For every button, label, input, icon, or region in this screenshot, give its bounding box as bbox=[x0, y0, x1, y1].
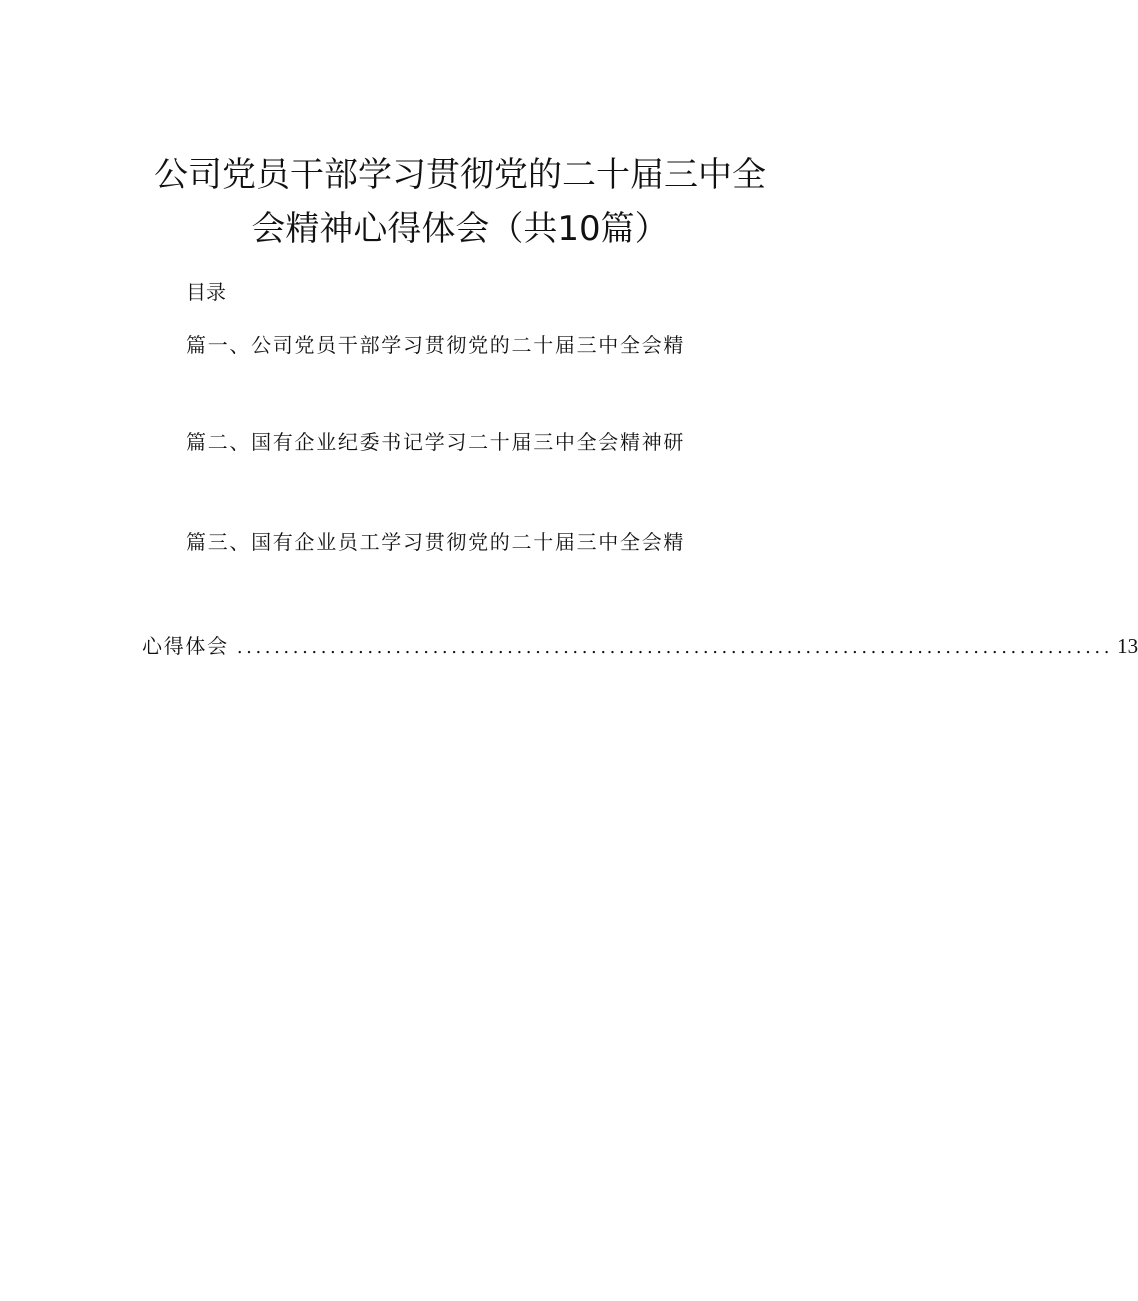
toc-entry-3[interactable]: 篇三、国有企业员工学习贯彻党的二十届三中全会精 bbox=[186, 530, 686, 554]
title-line-2: 会精神心得体会（共10篇） bbox=[251, 209, 669, 249]
document-title bbox=[0, 148, 920, 256]
toc-heading: 目录 bbox=[186, 280, 226, 304]
toc-entry-2[interactable]: 篇二、国有企业纪委书记学习二十届三中全会精神研 bbox=[186, 430, 686, 454]
toc-entry-1[interactable]: 篇一、公司党员干部学习贯彻党的二十届三中全会精 bbox=[186, 333, 686, 357]
toc-page-number: 13 bbox=[1117, 634, 1138, 658]
toc-entry-continuation[interactable] bbox=[142, 632, 1138, 662]
toc-continuation-text: 心得体会 bbox=[142, 634, 229, 658]
title-line-1: 公司党员干部学习贯彻党的二十届三中全 bbox=[154, 155, 766, 195]
toc-dot-leader: .............................................................................................. bbox=[236, 637, 1114, 658]
